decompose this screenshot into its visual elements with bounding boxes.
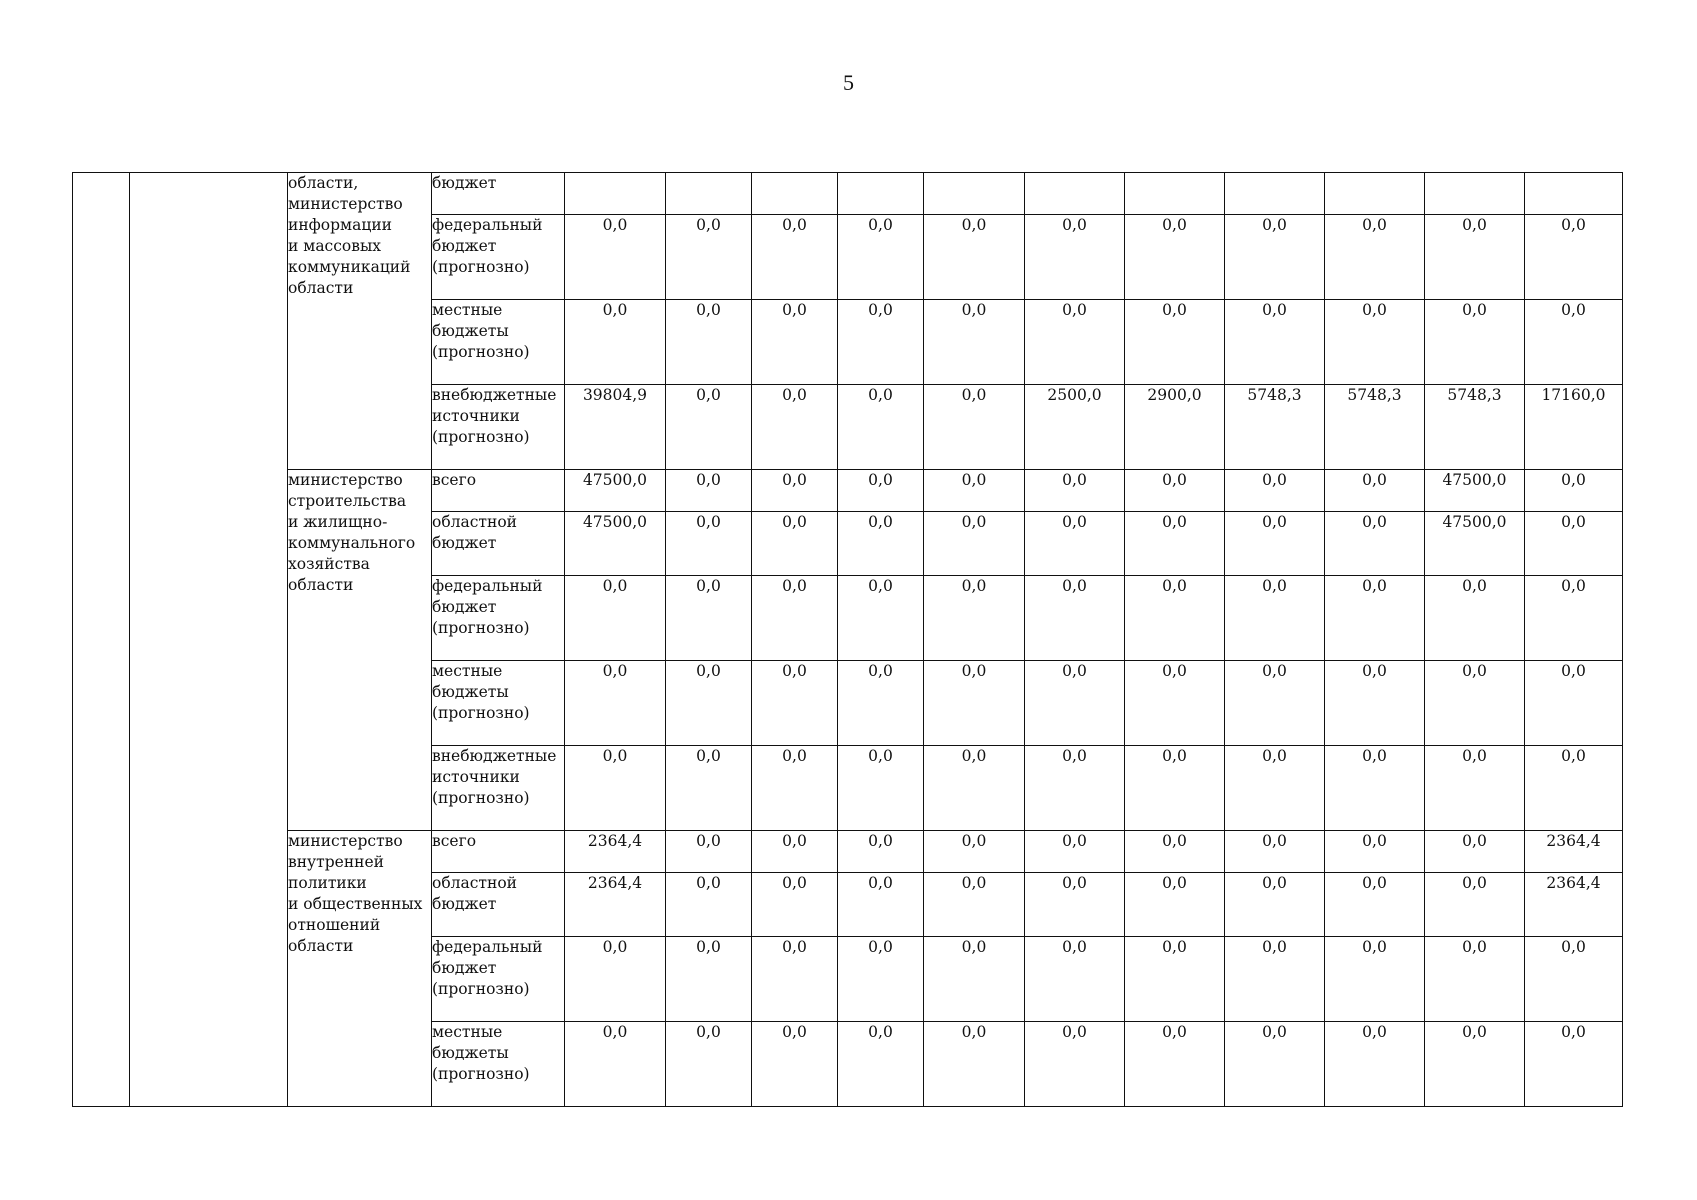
value-cell: 0,0 bbox=[1025, 512, 1125, 576]
value-cell: 47500,0 bbox=[1425, 512, 1525, 576]
value-cell: 0,0 bbox=[1225, 576, 1325, 661]
funding-source-cell bbox=[432, 746, 565, 831]
value-cell: 0,0 bbox=[1525, 1022, 1623, 1107]
value-cell: 2364,4 bbox=[565, 873, 666, 937]
value-cell: 0,0 bbox=[1125, 576, 1225, 661]
value-cell: 0,0 bbox=[924, 512, 1025, 576]
funding-source-cell bbox=[432, 300, 565, 385]
value-cell: 2364,4 bbox=[565, 831, 666, 873]
funding-source-label: местные бюджеты (прогнозно) bbox=[432, 1023, 530, 1083]
value-cell: 0,0 bbox=[565, 746, 666, 831]
value-cell: 0,0 bbox=[1425, 215, 1525, 300]
funding-source-label: федеральный бюджет (прогнозно) bbox=[432, 577, 543, 637]
value-cell: 0,0 bbox=[838, 937, 924, 1022]
responsible-org-cell bbox=[288, 470, 432, 831]
funding-source-label: федеральный бюджет (прогнозно) bbox=[432, 938, 543, 998]
value-cell: 5748,3 bbox=[1225, 385, 1325, 470]
value-cell: 0,0 bbox=[1325, 831, 1425, 873]
page-number: 5 bbox=[843, 70, 854, 95]
value-cell: 47500,0 bbox=[1425, 470, 1525, 512]
value-cell: 2364,4 bbox=[1525, 873, 1623, 937]
value-cell: 0,0 bbox=[752, 576, 838, 661]
value-cell: 0,0 bbox=[1525, 300, 1623, 385]
value-cell: 0,0 bbox=[1125, 746, 1225, 831]
funding-source-cell bbox=[432, 576, 565, 661]
value-cell: 0,0 bbox=[924, 576, 1025, 661]
value-cell: 0,0 bbox=[666, 1022, 752, 1107]
value-cell: 0,0 bbox=[1225, 512, 1325, 576]
value-cell: 0,0 bbox=[838, 470, 924, 512]
value-cell: 0,0 bbox=[752, 873, 838, 937]
number-column-cell bbox=[73, 173, 130, 1107]
value-cell: 0,0 bbox=[1225, 1022, 1325, 1107]
value-cell: 0,0 bbox=[1325, 1022, 1425, 1107]
value-cell: 47500,0 bbox=[565, 470, 666, 512]
value-cell: 0,0 bbox=[565, 576, 666, 661]
value-cell: 0,0 bbox=[752, 300, 838, 385]
value-cell: 0,0 bbox=[1025, 661, 1125, 746]
value-cell: 0,0 bbox=[1125, 831, 1225, 873]
budget-table-body bbox=[73, 173, 1623, 1107]
value-cell bbox=[666, 173, 752, 215]
value-cell: 0,0 bbox=[1525, 512, 1623, 576]
value-cell: 0,0 bbox=[666, 937, 752, 1022]
value-cell: 0,0 bbox=[1025, 746, 1125, 831]
value-cell: 0,0 bbox=[1525, 470, 1623, 512]
value-cell: 0,0 bbox=[1225, 661, 1325, 746]
value-cell: 0,0 bbox=[1425, 661, 1525, 746]
value-cell: 0,0 bbox=[1125, 937, 1225, 1022]
funding-source-cell bbox=[432, 937, 565, 1022]
value-cell: 0,0 bbox=[1425, 831, 1525, 873]
value-cell: 0,0 bbox=[1525, 215, 1623, 300]
value-cell: 0,0 bbox=[666, 470, 752, 512]
value-cell: 0,0 bbox=[1225, 937, 1325, 1022]
value-cell: 0,0 bbox=[924, 300, 1025, 385]
value-cell: 0,0 bbox=[924, 215, 1025, 300]
value-cell: 0,0 bbox=[1225, 470, 1325, 512]
value-cell: 0,0 bbox=[752, 937, 838, 1022]
value-cell: 0,0 bbox=[1325, 937, 1425, 1022]
value-cell: 0,0 bbox=[565, 215, 666, 300]
budget-table bbox=[72, 172, 1623, 1107]
value-cell: 0,0 bbox=[666, 385, 752, 470]
value-cell bbox=[1425, 173, 1525, 215]
value-cell: 0,0 bbox=[752, 831, 838, 873]
value-cell: 0,0 bbox=[838, 215, 924, 300]
responsible-org-cell bbox=[288, 831, 432, 1107]
funding-source-cell bbox=[432, 873, 565, 937]
funding-source-label: федеральный бюджет (прогнозно) bbox=[432, 216, 543, 276]
value-cell bbox=[1125, 173, 1225, 215]
value-cell: 0,0 bbox=[666, 300, 752, 385]
value-cell: 0,0 bbox=[1325, 470, 1425, 512]
value-cell: 0,0 bbox=[1125, 215, 1225, 300]
value-cell: 2500,0 bbox=[1025, 385, 1125, 470]
value-cell: 0,0 bbox=[1225, 746, 1325, 831]
value-cell: 0,0 bbox=[1125, 873, 1225, 937]
value-cell: 0,0 bbox=[752, 746, 838, 831]
value-cell: 0,0 bbox=[838, 300, 924, 385]
funding-source-label: областной бюджет bbox=[432, 874, 518, 913]
value-cell: 2364,4 bbox=[1525, 831, 1623, 873]
value-cell: 0,0 bbox=[1525, 746, 1623, 831]
value-cell bbox=[1025, 173, 1125, 215]
value-cell: 0,0 bbox=[1425, 576, 1525, 661]
value-cell: 0,0 bbox=[752, 661, 838, 746]
value-cell bbox=[838, 173, 924, 215]
value-cell: 0,0 bbox=[838, 512, 924, 576]
value-cell: 0,0 bbox=[666, 873, 752, 937]
value-cell: 0,0 bbox=[838, 746, 924, 831]
value-cell: 0,0 bbox=[565, 661, 666, 746]
funding-source-cell bbox=[432, 470, 565, 512]
value-cell: 0,0 bbox=[1525, 576, 1623, 661]
value-cell: 0,0 bbox=[752, 512, 838, 576]
value-cell: 17160,0 bbox=[1525, 385, 1623, 470]
value-cell: 0,0 bbox=[1125, 512, 1225, 576]
funding-source-label: областной бюджет bbox=[432, 513, 518, 552]
value-cell: 0,0 bbox=[1025, 300, 1125, 385]
value-cell: 0,0 bbox=[1325, 576, 1425, 661]
value-cell: 0,0 bbox=[1025, 1022, 1125, 1107]
value-cell: 0,0 bbox=[1425, 873, 1525, 937]
responsible-org-label: министерство строительства и жилищно- коммунального хозяйства области bbox=[288, 471, 416, 594]
value-cell: 0,0 bbox=[1325, 873, 1425, 937]
value-cell: 0,0 bbox=[838, 873, 924, 937]
value-cell: 0,0 bbox=[752, 215, 838, 300]
value-cell: 0,0 bbox=[924, 937, 1025, 1022]
value-cell: 0,0 bbox=[1225, 300, 1325, 385]
value-cell bbox=[1325, 173, 1425, 215]
value-cell: 5748,3 bbox=[1425, 385, 1525, 470]
value-cell: 47500,0 bbox=[565, 512, 666, 576]
funding-source-cell bbox=[432, 1022, 565, 1107]
value-cell: 0,0 bbox=[1325, 215, 1425, 300]
funding-source-cell bbox=[432, 215, 565, 300]
table-row bbox=[73, 831, 1623, 873]
value-cell: 0,0 bbox=[565, 937, 666, 1022]
funding-source-label: всего bbox=[432, 471, 477, 489]
value-cell: 0,0 bbox=[1025, 576, 1125, 661]
responsible-org-cell bbox=[288, 173, 432, 470]
value-cell: 0,0 bbox=[1325, 746, 1425, 831]
value-cell: 0,0 bbox=[666, 831, 752, 873]
value-cell: 0,0 bbox=[1125, 300, 1225, 385]
funding-source-label: внебюджетные источники (прогнозно) bbox=[432, 386, 557, 446]
value-cell: 0,0 bbox=[666, 661, 752, 746]
value-cell: 0,0 bbox=[1225, 831, 1325, 873]
value-cell: 0,0 bbox=[924, 831, 1025, 873]
value-cell: 0,0 bbox=[1425, 746, 1525, 831]
value-cell: 0,0 bbox=[1325, 661, 1425, 746]
value-cell: 0,0 bbox=[1325, 300, 1425, 385]
funding-source-cell bbox=[432, 385, 565, 470]
funding-source-label: бюджет bbox=[432, 174, 497, 192]
value-cell: 39804,9 bbox=[565, 385, 666, 470]
value-cell: 0,0 bbox=[1025, 831, 1125, 873]
value-cell: 0,0 bbox=[838, 661, 924, 746]
value-cell: 0,0 bbox=[1125, 1022, 1225, 1107]
value-cell: 0,0 bbox=[1225, 873, 1325, 937]
value-cell: 0,0 bbox=[666, 576, 752, 661]
funding-source-cell bbox=[432, 831, 565, 873]
table-row bbox=[73, 173, 1623, 215]
value-cell: 0,0 bbox=[924, 746, 1025, 831]
value-cell: 0,0 bbox=[838, 831, 924, 873]
responsible-org-label: министерство внутренней политики и общественных отношений области bbox=[288, 832, 423, 955]
value-cell: 0,0 bbox=[752, 470, 838, 512]
funding-source-label: местные бюджеты (прогнозно) bbox=[432, 662, 530, 722]
value-cell: 0,0 bbox=[1025, 470, 1125, 512]
value-cell: 0,0 bbox=[838, 1022, 924, 1107]
table-row bbox=[73, 470, 1623, 512]
funding-source-label: всего bbox=[432, 832, 477, 850]
value-cell: 0,0 bbox=[1225, 215, 1325, 300]
value-cell: 0,0 bbox=[1025, 937, 1125, 1022]
responsible-org-label: области, министерство информации и массовых коммуникаций области bbox=[288, 174, 411, 297]
value-cell bbox=[752, 173, 838, 215]
funding-source-cell bbox=[432, 661, 565, 746]
value-cell: 0,0 bbox=[1425, 937, 1525, 1022]
value-cell: 0,0 bbox=[1425, 1022, 1525, 1107]
value-cell: 0,0 bbox=[565, 300, 666, 385]
value-cell: 0,0 bbox=[1025, 215, 1125, 300]
funding-source-cell bbox=[432, 173, 565, 215]
value-cell bbox=[565, 173, 666, 215]
funding-source-label: местные бюджеты (прогнозно) bbox=[432, 301, 530, 361]
value-cell: 0,0 bbox=[666, 215, 752, 300]
value-cell: 0,0 bbox=[838, 576, 924, 661]
value-cell: 5748,3 bbox=[1325, 385, 1425, 470]
funding-source-label: внебюджетные источники (прогнозно) bbox=[432, 747, 557, 807]
value-cell: 0,0 bbox=[838, 385, 924, 470]
value-cell: 2900,0 bbox=[1125, 385, 1225, 470]
value-cell: 0,0 bbox=[924, 873, 1025, 937]
value-cell: 0,0 bbox=[565, 1022, 666, 1107]
value-cell: 0,0 bbox=[924, 470, 1025, 512]
value-cell: 0,0 bbox=[752, 385, 838, 470]
value-cell: 0,0 bbox=[1425, 300, 1525, 385]
value-cell: 0,0 bbox=[666, 512, 752, 576]
value-cell: 0,0 bbox=[924, 661, 1025, 746]
value-cell: 0,0 bbox=[666, 746, 752, 831]
value-cell: 0,0 bbox=[752, 1022, 838, 1107]
value-cell: 0,0 bbox=[924, 385, 1025, 470]
value-cell: 0,0 bbox=[1525, 661, 1623, 746]
value-cell: 0,0 bbox=[1125, 661, 1225, 746]
value-cell bbox=[924, 173, 1025, 215]
value-cell: 0,0 bbox=[1325, 512, 1425, 576]
value-cell bbox=[1225, 173, 1325, 215]
value-cell bbox=[1525, 173, 1623, 215]
value-cell: 0,0 bbox=[1125, 470, 1225, 512]
value-cell: 0,0 bbox=[1025, 873, 1125, 937]
name-column-cell bbox=[130, 173, 288, 1107]
funding-source-cell bbox=[432, 512, 565, 576]
value-cell: 0,0 bbox=[1525, 937, 1623, 1022]
value-cell: 0,0 bbox=[924, 1022, 1025, 1107]
